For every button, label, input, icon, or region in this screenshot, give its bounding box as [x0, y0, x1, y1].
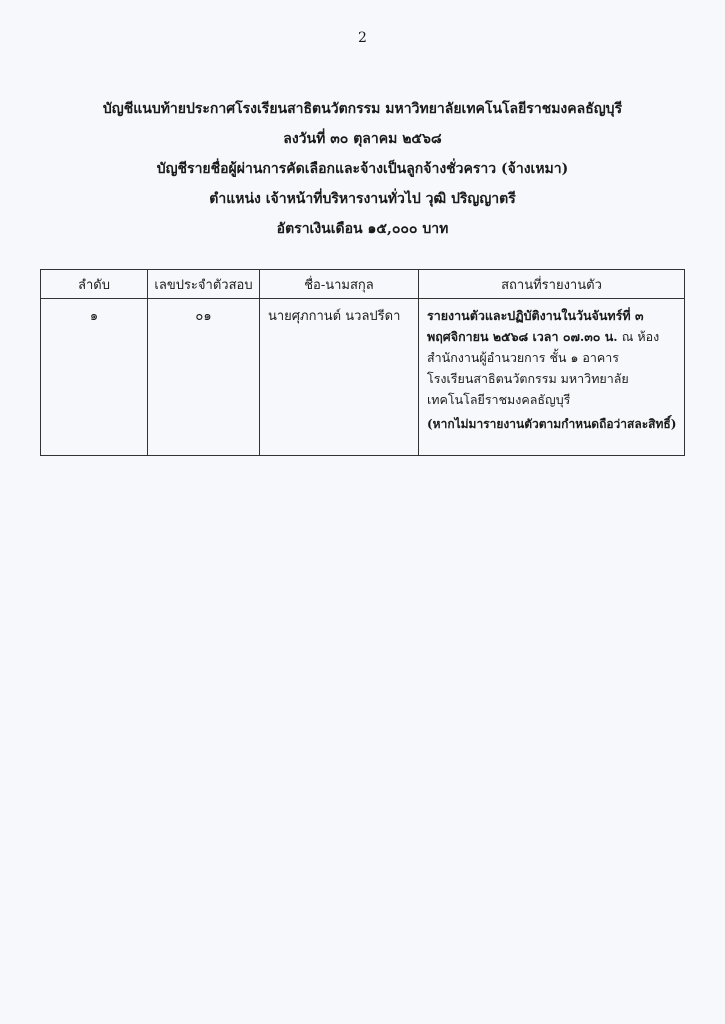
candidates-table	[40, 269, 685, 456]
table-header-row	[41, 270, 685, 299]
page-number: 2	[358, 30, 367, 46]
column-header-report-location: สถานที่รายงานตัว	[419, 270, 685, 299]
report-date-time: รายงานตัวและปฏิบัติงานในวันจันทร์ที่ ๓ พฤศจิกายน ๒๕๖๘ เวลา ๐๗.๓๐ น.	[427, 308, 644, 344]
column-header-order: ลำดับ	[41, 270, 148, 299]
position-title: ตำแหน่ง เจ้าหน้าที่บริหารงานทั่วไป วุฒิ ปริญญาตรี	[209, 191, 516, 207]
cell-exam-id: ๐๑	[148, 299, 260, 456]
document-subtitle: บัญชีรายชื่อผู้ผ่านการคัดเลือกและจ้างเป็นลูกจ้างชั่วคราว (จ้างเหมา)	[156, 161, 569, 177]
report-note: (หากไม่มารายงานตัวตามกำหนดถือว่าสละสิทธิ์)	[427, 417, 677, 431]
salary-rate: อัตราเงินเดือน ๑๕,๐๐๐ บาท	[276, 221, 449, 237]
cell-order: ๑	[41, 299, 148, 456]
report-place: ณ ห้องสำนักงานผู้อำนวยการ ชั้น ๑ อาคาร โรงเรียนสาธิตนวัตกรรม มหาวิทยาลัยเทคโนโลยีราชมงคลธัญบุรี	[427, 329, 660, 407]
document-title: บัญชีแนบท้ายประกาศโรงเรียนสาธิตนวัตกรรม มหาวิทยาลัยเทคโนโลยีราชมงคลธัญบุรี	[102, 101, 623, 117]
column-header-name: ชื่อ-นามสกุล	[260, 270, 419, 299]
cell-report-location	[419, 299, 685, 456]
column-header-exam-id: เลขประจำตัวสอบ	[148, 270, 260, 299]
cell-name: นายศุภกานต์ นวลปรีดา	[260, 299, 419, 456]
document-date: ลงวันที่ ๓๐ ตุลาคม ๒๕๖๘	[283, 131, 442, 147]
table-row	[41, 299, 685, 456]
